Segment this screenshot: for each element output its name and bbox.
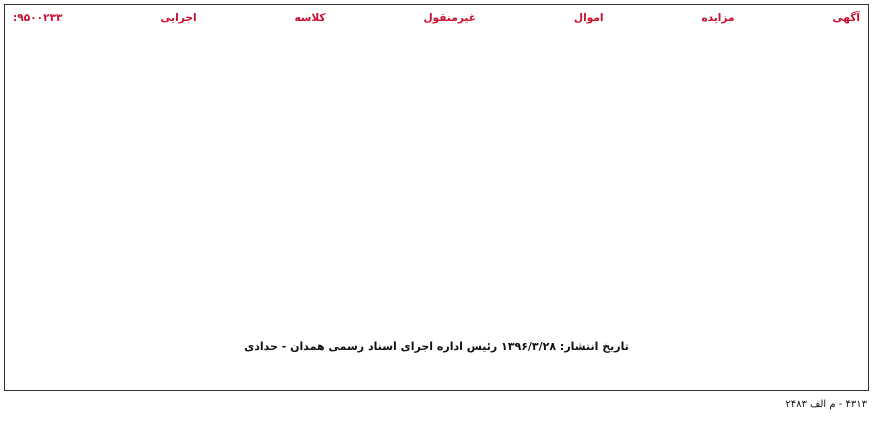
notice-line-15 — [13, 278, 860, 297]
notice-line-5 — [13, 86, 860, 105]
notice-reference-code: ۴۳۱۳ - م الف ۲۴۸۳ — [785, 399, 867, 410]
notice-line-2 — [13, 28, 860, 47]
notice-line-7 — [13, 124, 860, 143]
notice-line-11 — [13, 201, 860, 220]
notice-body — [13, 9, 860, 335]
notice-line-16 — [13, 297, 860, 316]
notice-line-8 — [13, 143, 860, 162]
notice-line-3 — [13, 47, 860, 66]
notice-footer — [8, 393, 867, 417]
notice-title: آگهی مزایده اموال غیرمنقول کلاسه اجرایی ۹۵۰۰۲۳۳: — [13, 12, 860, 24]
notice-line-6 — [13, 105, 860, 124]
notice-line-14 — [13, 258, 860, 277]
notice-line-1 — [13, 9, 860, 28]
notice-line-4 — [13, 67, 860, 86]
notice-signature: تاریخ انتشار: ۱۳۹۶/۳/۲۸ رئیس اداره اجرای اسناد رسمی همدان - حدادی — [244, 340, 629, 354]
notice-line-17 — [13, 316, 860, 335]
notice-line-12 — [13, 220, 860, 239]
notice-line-10 — [13, 182, 860, 201]
notice-line-13 — [13, 239, 860, 258]
notice-line-9 — [13, 163, 860, 182]
auction-notice — [4, 4, 869, 391]
